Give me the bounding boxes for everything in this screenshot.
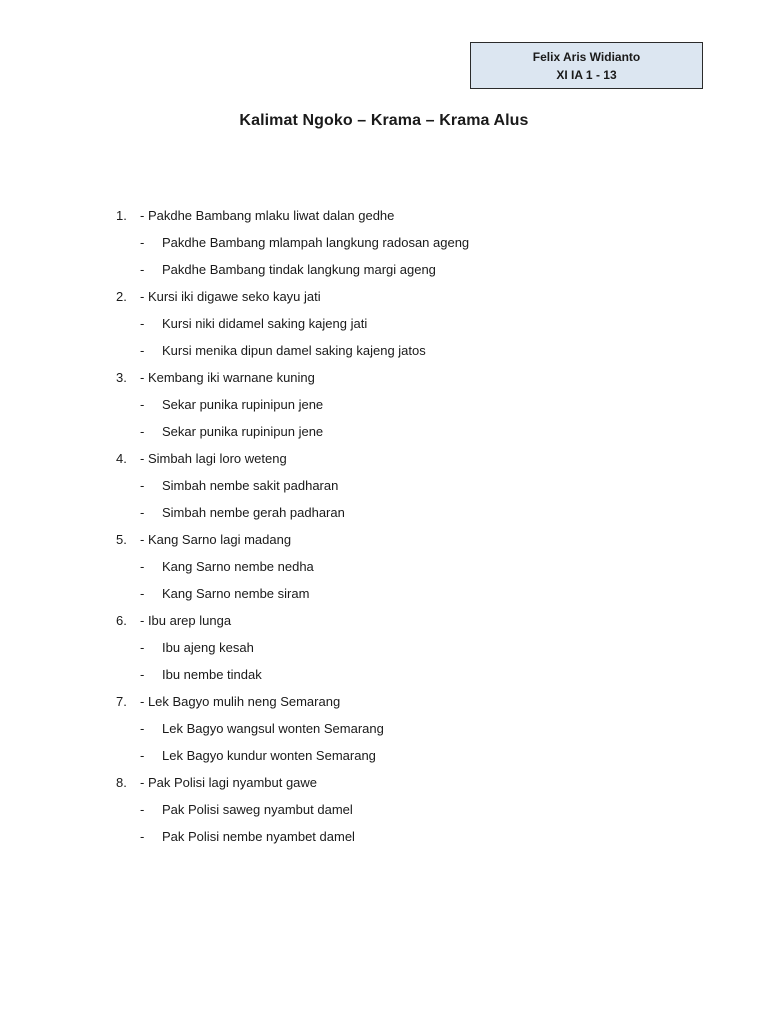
krama-alus-sentence: Kursi menika dipun damel saking kajeng jatos: [162, 343, 426, 358]
item-number: 4.: [116, 451, 127, 466]
item-number: 5.: [116, 532, 127, 547]
krama-sentence: Kang Sarno nembe nedha: [162, 559, 314, 574]
bullet-dash: -: [140, 829, 145, 844]
ngoko-sentence: - Lek Bagyo mulih neng Semarang: [140, 694, 341, 709]
bullet-dash: -: [140, 262, 145, 277]
krama-sentence: Pak Polisi saweg nyambut damel: [162, 802, 353, 817]
bullet-dash: -: [140, 343, 145, 358]
krama-sentence: Sekar punika rupinipun jene: [162, 397, 324, 412]
krama-alus-sentence: Ibu nembe tindak: [162, 667, 262, 682]
bullet-dash: -: [140, 505, 145, 520]
item-number: 7.: [116, 694, 127, 709]
krama-sentence: Simbah nembe sakit padharan: [162, 478, 339, 493]
item-number: 3.: [116, 370, 127, 385]
item-number: 8.: [116, 775, 127, 790]
bullet-dash: -: [140, 316, 145, 331]
krama-alus-sentence: Kang Sarno nembe siram: [162, 586, 310, 601]
ngoko-sentence: - Ibu arep lunga: [140, 613, 232, 628]
ngoko-sentence: - Kang Sarno lagi madang: [140, 532, 292, 547]
bullet-dash: -: [140, 397, 145, 412]
bullet-dash: -: [140, 559, 145, 574]
author-name: Felix Aris Widianto: [532, 49, 641, 64]
ngoko-sentence: - Pakdhe Bambang mlaku liwat dalan gedhe: [140, 208, 395, 223]
krama-alus-sentence: Pakdhe Bambang tindak langkung margi ageng: [162, 262, 436, 277]
krama-sentence: Lek Bagyo wangsul wonten Semarang: [162, 721, 384, 736]
krama-alus-sentence: Lek Bagyo kundur wonten Semarang: [162, 748, 376, 763]
ngoko-sentence: - Kembang iki warnane kuning: [140, 370, 315, 385]
bullet-dash: -: [140, 235, 145, 250]
item-number: 1.: [116, 208, 127, 223]
bullet-dash: -: [140, 424, 145, 439]
bullet-dash: -: [140, 748, 145, 763]
page-title: Kalimat Ngoko – Krama – Krama Alus: [239, 112, 529, 129]
bullet-dash: -: [140, 640, 145, 655]
bullet-dash: -: [140, 586, 145, 601]
krama-sentence: Ibu ajeng kesah: [162, 640, 254, 655]
krama-sentence: Pakdhe Bambang mlampah langkung radosan ageng: [162, 235, 470, 250]
item-number: 6.: [116, 613, 127, 628]
author-box: [470, 42, 703, 89]
bullet-dash: -: [140, 802, 145, 817]
author-class: XI IA 1 - 13: [556, 67, 617, 82]
bullet-dash: -: [140, 667, 145, 682]
krama-sentence: Kursi niki didamel saking kajeng jati: [162, 316, 368, 331]
krama-alus-sentence: Pak Polisi nembe nyambet damel: [162, 829, 355, 844]
ngoko-sentence: - Kursi iki digawe seko kayu jati: [140, 289, 321, 304]
bullet-dash: -: [140, 721, 145, 736]
ngoko-sentence: - Pak Polisi lagi nyambut gawe: [140, 775, 318, 790]
krama-alus-sentence: Sekar punika rupinipun jene: [162, 424, 324, 439]
bullet-dash: -: [140, 478, 145, 493]
krama-alus-sentence: Simbah nembe gerah padharan: [162, 505, 345, 520]
item-number: 2.: [116, 289, 127, 304]
ngoko-sentence: - Simbah lagi loro weteng: [140, 451, 287, 466]
